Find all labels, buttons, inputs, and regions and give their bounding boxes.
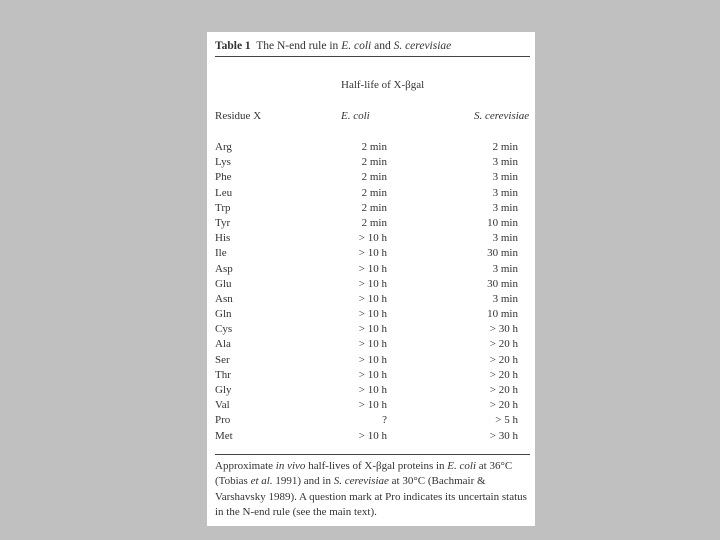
table-row (207, 232, 535, 247)
ecoli-half-life-cell: > 10 h (358, 247, 387, 260)
ecoli-half-life-cell: > 10 h (358, 384, 387, 396)
scerevisiae-half-life-cell: 30 min (487, 247, 518, 260)
scerevisiae-half-life-cell: 10 min (487, 216, 518, 229)
table-row (207, 141, 535, 156)
ecoli-half-life-cell: > 10 h (358, 368, 387, 381)
table-row (207, 399, 535, 414)
table-row (207, 217, 535, 232)
ecoli-half-life-cell: 2 min (361, 201, 387, 214)
ecoli-half-life-cell: 2 min (361, 156, 387, 169)
scerevisiae-half-life-cell: > 20 h (489, 399, 518, 412)
residue-cell: Ile (215, 247, 227, 260)
residue-cell: Tyr (215, 216, 231, 229)
top-rule (215, 56, 530, 57)
ecoli-half-life-cell: > 10 h (358, 338, 387, 351)
footnote-text: at 36°C (Tobias (215, 460, 513, 488)
residue-cell: Pro (215, 414, 231, 427)
ecoli-half-life-cell: 2 min (361, 141, 387, 153)
ecoli-half-life-cell: > 10 h (358, 353, 387, 366)
residue-cell: Trp (215, 201, 231, 214)
scerevisiae-half-life-cell: 10 min (487, 308, 518, 321)
footnote-italic: E. coli (447, 460, 476, 472)
residue-cell: Ser (215, 353, 230, 366)
table-label: Table 1 (215, 40, 251, 52)
ecoli-half-life-cell: > 10 h (358, 308, 387, 321)
column-header-ecoli: E. coli (341, 110, 370, 122)
column-header-residue: Residue X (215, 110, 262, 122)
residue-cell: Phe (215, 171, 232, 184)
footnote-italic: et al. (250, 475, 273, 488)
residue-cell: Met (215, 429, 233, 442)
residue-cell: Asp (215, 262, 233, 275)
scerevisiae-half-life-cell: > 30 h (489, 429, 518, 442)
residue-cell: His (215, 232, 231, 245)
scerevisiae-half-life-cell: 3 min (492, 262, 518, 275)
table-row (207, 263, 535, 278)
scerevisiae-half-life-cell: > 5 h (495, 414, 518, 427)
title-text-2: and (371, 40, 394, 52)
table-row (207, 308, 535, 323)
scerevisiae-half-life-cell: > 30 h (489, 323, 518, 336)
table-row (207, 187, 535, 202)
document-page (207, 32, 535, 526)
residue-cell: Asn (215, 292, 233, 305)
table-row (207, 354, 535, 369)
scerevisiae-half-life-cell: 2 min (492, 141, 518, 153)
ecoli-half-life-cell: > 10 h (358, 232, 387, 245)
residue-cell: Glu (215, 277, 232, 290)
table-row (207, 369, 535, 384)
ecoli-half-life-cell: > 10 h (358, 277, 387, 290)
residue-cell: Val (215, 399, 230, 412)
ecoli-half-life-cell: > 10 h (358, 323, 387, 336)
scerevisiae-half-life-cell: 3 min (492, 201, 518, 214)
column-header-scerevisiae: S. cerevisiae (474, 110, 530, 122)
ecoli-half-life-cell: > 10 h (358, 292, 387, 305)
scerevisiae-half-life-cell: > 20 h (489, 368, 518, 381)
scerevisiae-half-life-cell: > 20 h (489, 353, 518, 366)
scerevisiae-half-life-cell: 3 min (492, 232, 518, 245)
table-row (207, 156, 535, 171)
table-row (207, 278, 535, 293)
title-organism-2: S. cerevisiae (393, 40, 452, 52)
table-title (215, 40, 533, 52)
footnote-text: 1991) and in (272, 475, 334, 488)
residue-cell: Gly (215, 384, 232, 396)
ecoli-half-life-cell: 2 min (361, 171, 387, 184)
residue-cell: Thr (215, 368, 231, 381)
ecoli-half-life-cell: 2 min (361, 216, 387, 229)
scerevisiae-half-life-cell: 3 min (492, 186, 518, 199)
table-row (207, 384, 535, 399)
scerevisiae-half-life-cell: 3 min (492, 292, 518, 305)
ecoli-half-life-cell: ? (382, 414, 387, 427)
residue-cell: Ala (215, 338, 231, 351)
table-row (207, 430, 535, 445)
residue-cell: Cys (215, 323, 233, 336)
footnote-text: Approximate (215, 460, 276, 472)
table-row (207, 338, 535, 353)
residue-cell: Leu (215, 186, 233, 199)
ecoli-half-life-cell: > 10 h (358, 429, 387, 442)
scerevisiae-half-life-cell: 30 min (487, 277, 518, 290)
title-organism-1: E. coli (341, 40, 372, 52)
scerevisiae-half-life-cell: > 20 h (489, 384, 518, 396)
table-body (207, 141, 535, 445)
scerevisiae-half-life-cell: > 20 h (489, 338, 518, 351)
bottom-rule (215, 454, 530, 455)
residue-cell: Gln (215, 308, 232, 321)
ecoli-half-life-cell: 2 min (361, 186, 387, 199)
residue-cell: Arg (215, 141, 232, 153)
ecoli-half-life-cell: > 10 h (358, 399, 387, 412)
residue-cell: Lys (215, 156, 231, 169)
footnote-italic: S. cerevisiae (333, 475, 389, 488)
title-text-1: The N-end rule in (256, 40, 342, 52)
table-footnote (215, 459, 533, 520)
footnote-text: at 30°C (Bachmair & Varshavsky 1989). A question mark at Pro indicates its uncertain status in the N-end rule (see the main text). (215, 475, 527, 518)
table-row (207, 293, 535, 308)
column-superheader: Half-life of X-βgal (341, 79, 425, 91)
scerevisiae-half-life-cell: 3 min (492, 156, 518, 169)
scerevisiae-half-life-cell: 3 min (492, 171, 518, 184)
table-row (207, 202, 535, 217)
table-row (207, 247, 535, 262)
footnote-italic: in vivo (275, 460, 306, 472)
table-row (207, 414, 535, 429)
table-row (207, 171, 535, 186)
footnote-text: half-lives of X-βgal proteins in (305, 460, 448, 472)
table-row (207, 323, 535, 338)
ecoli-half-life-cell: > 10 h (358, 262, 387, 275)
